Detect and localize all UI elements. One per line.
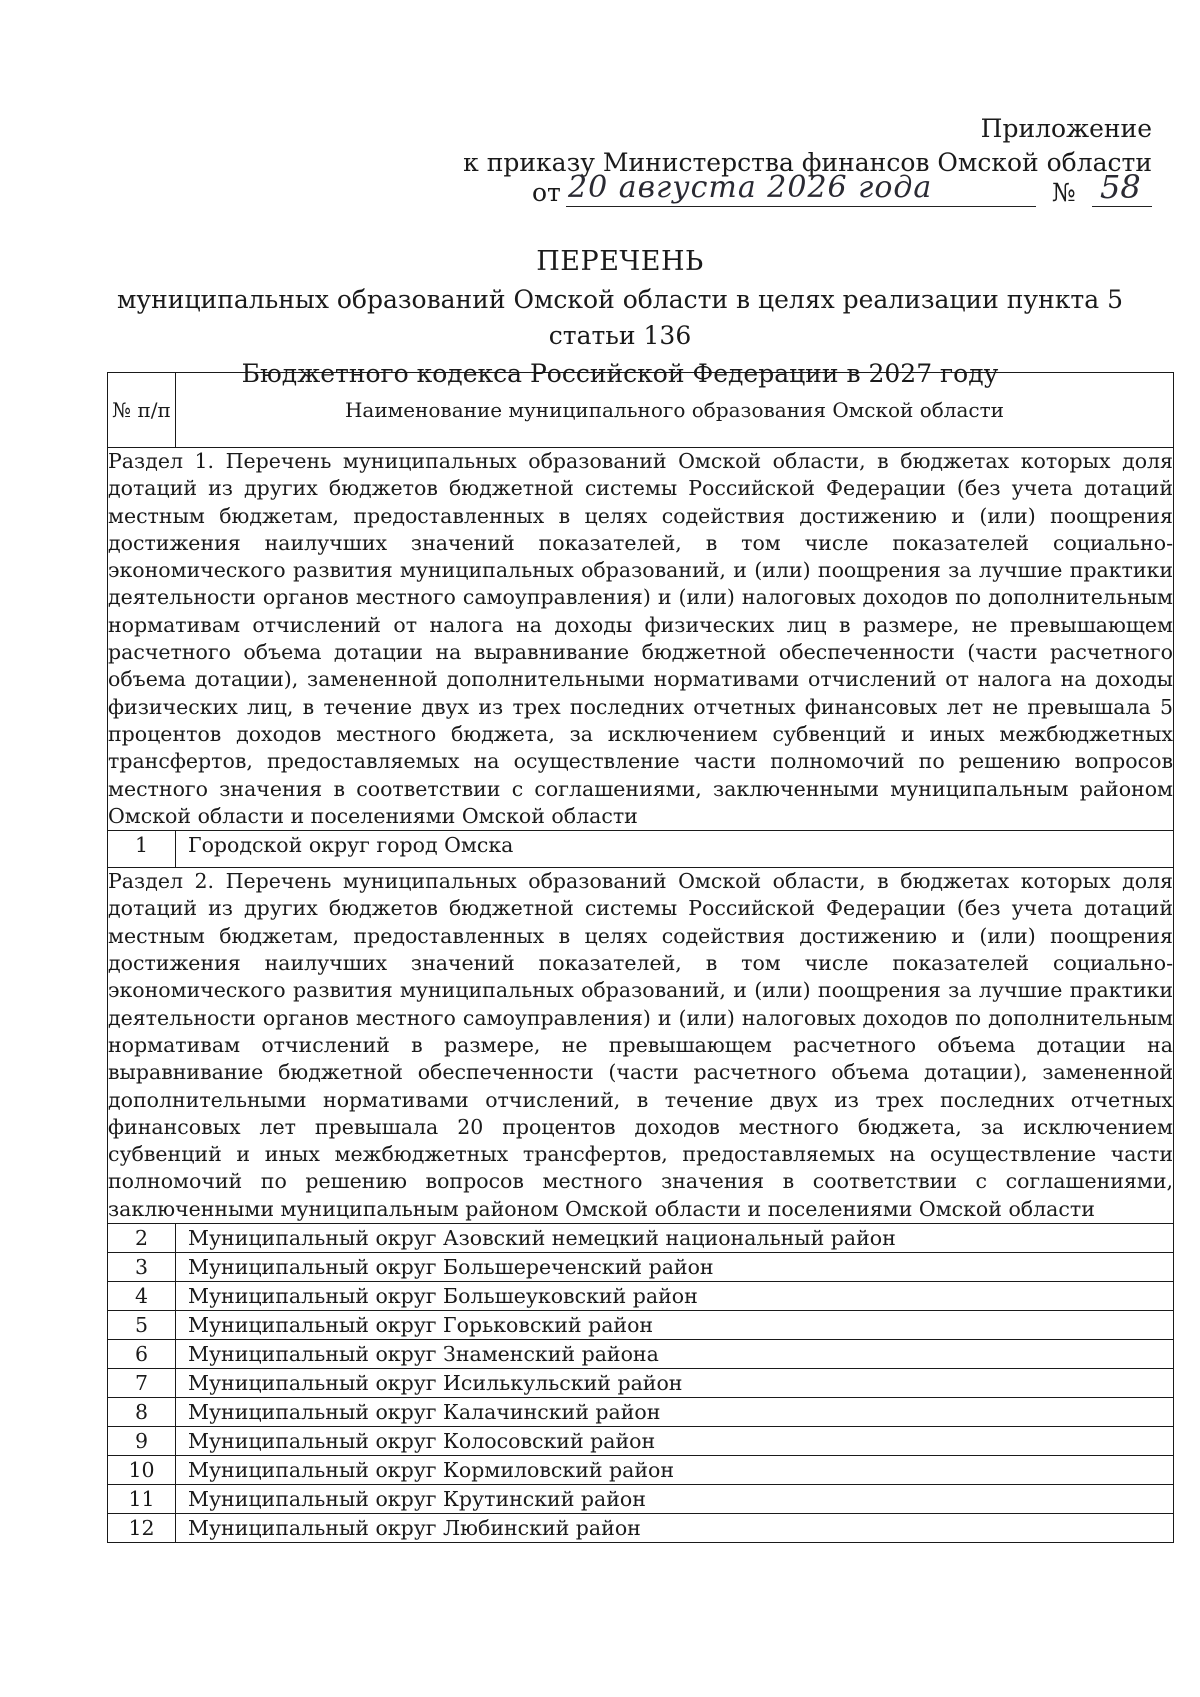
row-name-cell: Муниципальный округ Азовский немецкий национальный район	[176, 1224, 1174, 1253]
section-1-rows	[108, 831, 1174, 868]
row-number-cell: 12	[108, 1514, 176, 1543]
title-block	[90, 244, 1150, 392]
document-subtitle-line-1: муниципальных образований Омской области в целях реализации пункта 5 статьи 136	[116, 285, 1124, 350]
section-2-text: Раздел 2. Перечень муниципальных образований Омской области, в бюджетах которых доля дотаций из других бюджетов бюджетной системы Российской Федерации (без учета дотаций местным бюджетам, предоставленных в целях содействия достижению и (или) поощрения достижения наилучших значений показателей, в том числе показателей социально-экономического развития муниципальных образований, и (или) поощрения за лучшие практики деятельности органов местного самоуправления) и (или) налоговых доходов по дополнительным нормативам отчислений в размере, не превышающем расчетного объема дотации на выравнивание бюджетной обеспеченности (части расчетного объема дотации), замененной дополнительными нормативами отчислений, в течение двух из трех последних отчетных финансовых лет превышала 20 процентов доходов местного бюджета, за исключением субвенций и иных межбюджетных трансфертов, предоставляемых на осуществление части полномочий по решению вопросов местного значения в соответствии с соглашениями, заключенными муниципальным районом Омской области и поселениями Омской области	[108, 868, 1174, 1224]
from-label: от	[532, 178, 561, 207]
table-header-row	[108, 373, 1174, 448]
row-number-cell: 5	[108, 1311, 176, 1340]
section-1-text: Раздел 1. Перечень муниципальных образований Омской области, в бюджетах которых доля дотаций из других бюджетов бюджетной системы Российской Федерации (без учета дотаций местным бюджетам, предоставленных в целях содействия достижению и (или) поощрения достижения наилучших значений показателей, в том числе показателей социально-экономического развития муниципальных образований, и (или) поощрения за лучшие практики деятельности органов местного самоуправления) и (или) налоговых доходов по дополнительным нормативам отчислений от налога на доходы физических лиц в размере, не превышающем расчетного объема дотации на выравнивание бюджетной обеспеченности (части расчетного объема дотации), замененной дополнительными нормативами отчислений от налога на доходы физических лиц, в течение двух из трех последних отчетных финансовых лет не превышала 5 процентов доходов местного бюджета, за исключением субвенций и иных межбюджетных трансфертов, предоставляемых на осуществление части полномочий по решению вопросов местного значения в соответствии с соглашениями, заключенными муниципальным районом Омской области и поселениями Омской области	[108, 448, 1174, 831]
row-name-cell: Муниципальный округ Исилькульский район	[176, 1369, 1174, 1398]
row-number-cell: 3	[108, 1253, 176, 1282]
document-title: ПЕРЕЧЕНЬ	[536, 246, 704, 277]
handwritten-date: 20 августа 2026 года	[568, 170, 933, 205]
table-row	[108, 831, 1174, 868]
row-name-cell: Муниципальный округ Колосовский район	[176, 1427, 1174, 1456]
section-1-row	[108, 448, 1174, 831]
table-row	[108, 1456, 1174, 1485]
date-underline	[566, 206, 1036, 207]
row-number-cell: 8	[108, 1398, 176, 1427]
number-label: №	[1052, 178, 1076, 207]
table-row	[108, 1282, 1174, 1311]
row-name-cell: Муниципальный округ Большеуковский район	[176, 1282, 1174, 1311]
table-row	[108, 1340, 1174, 1369]
row-number-cell: 9	[108, 1427, 176, 1456]
section-2-rows	[108, 1224, 1174, 1543]
table-row	[108, 1398, 1174, 1427]
section-2-row	[108, 868, 1174, 1224]
header-name-cell: Наименование муниципального образования Омской области	[176, 373, 1174, 448]
table-row	[108, 1311, 1174, 1340]
row-name-cell: Муниципальный округ Большереченский район	[176, 1253, 1174, 1282]
row-number-cell: 1	[108, 831, 176, 868]
header-number-cell: № п/п	[108, 373, 176, 448]
table-row	[108, 1514, 1174, 1543]
appendix-order-reference: к приказу Министерства финансов Омской области	[463, 148, 1152, 177]
table-row	[108, 1369, 1174, 1398]
row-name-cell: Муниципальный округ Знаменский района	[176, 1340, 1174, 1369]
table-row	[108, 1485, 1174, 1514]
row-name-cell: Муниципальный округ Крутинский район	[176, 1485, 1174, 1514]
row-name-cell: Муниципальный округ Любинский район	[176, 1514, 1174, 1543]
row-number-cell: 11	[108, 1485, 176, 1514]
table-row	[108, 1427, 1174, 1456]
number-underline	[1092, 206, 1152, 207]
row-number-cell: 7	[108, 1369, 176, 1398]
row-name-cell: Муниципальный округ Кормиловский район	[176, 1456, 1174, 1485]
appendix-title: Приложение	[980, 114, 1152, 143]
handwritten-number: 58	[1100, 168, 1141, 206]
table-row	[108, 1224, 1174, 1253]
row-number-cell: 2	[108, 1224, 176, 1253]
row-name-cell: Муниципальный округ Горьковский район	[176, 1311, 1174, 1340]
table-row	[108, 1253, 1174, 1282]
row-number-cell: 10	[108, 1456, 176, 1485]
row-name-cell: Муниципальный округ Калачинский район	[176, 1398, 1174, 1427]
document-subtitle-line-2: Бюджетного кодекса Российской Федерации в 2027 году	[241, 359, 999, 388]
row-name-cell: Городской округ город Омска	[176, 831, 1174, 868]
row-number-cell: 6	[108, 1340, 176, 1369]
municipalities-table	[107, 372, 1174, 1543]
order-date-number-line	[532, 168, 1152, 216]
row-number-cell: 4	[108, 1282, 176, 1311]
